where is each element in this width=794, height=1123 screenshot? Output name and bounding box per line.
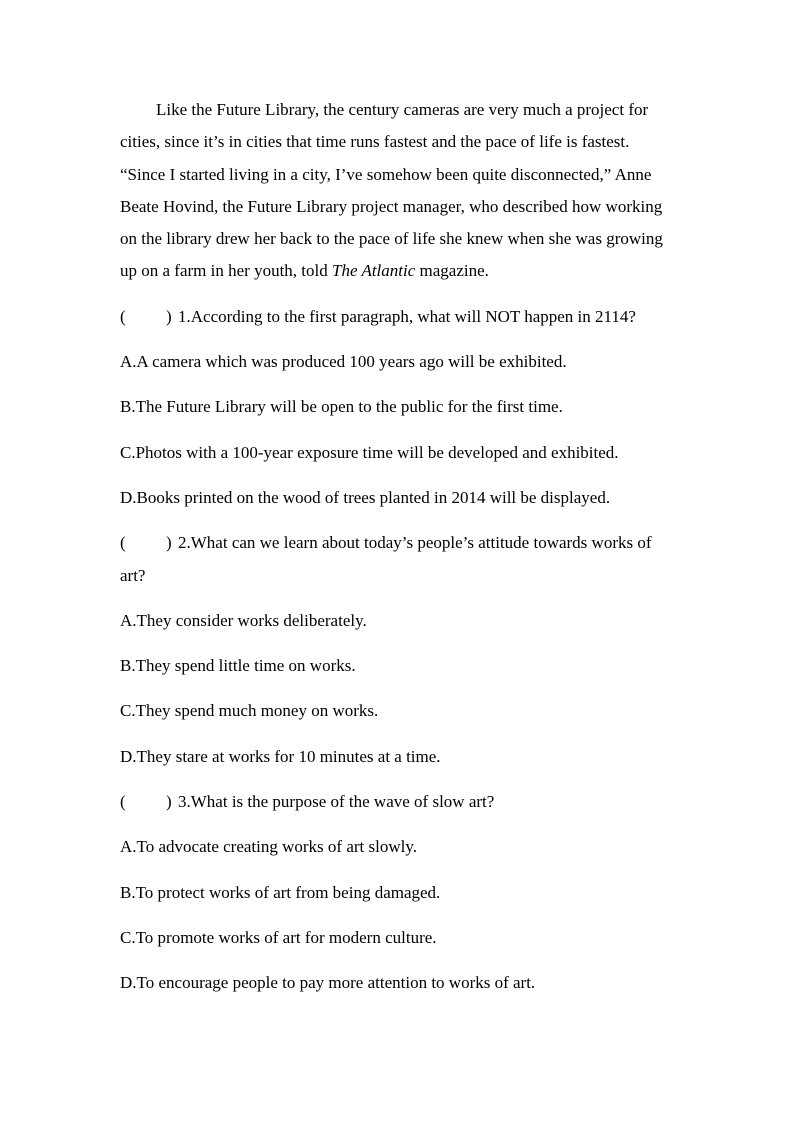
option-a: A.A camera which was produced 100 years ago will be exhibited. [120, 352, 567, 372]
answer-blank[interactable]: ( ) [120, 306, 172, 326]
magazine-title: The Atlantic [332, 261, 416, 281]
option-b: B.The Future Library will be open to the public for the first time. [120, 397, 563, 417]
option-d: D.To encourage people to pay more attention to works of art. [120, 973, 536, 993]
question-3 [120, 786, 676, 999]
option-c: C.Photos with a 100-year exposure time will be developed and exhibited. [120, 442, 619, 462]
passage-text: Like the Future Library, the century cameras are very much a project for cities, since it’s in cities that time runs fastest and the pace of life is fastest. “Since I started living in a city, I’ve somehow been quite disconnected,” Anne Beate Hovind, the Future Library project manager, who described how working on the library drew her back to the pace of life she knew when she was growing up on a farm in her youth, told [120, 100, 663, 281]
passage-text-end: magazine. [415, 261, 489, 281]
option-b: B.To protect works of art from being damaged. [120, 882, 441, 902]
passage-paragraph [120, 94, 676, 288]
question-1 [120, 301, 676, 514]
option-c: C.They spend much money on works. [120, 701, 379, 721]
question-stem: ( ) 2.What can we learn about today’s people’s attitude towards works of art? [120, 527, 676, 592]
option-a: A.They consider works deliberately. [120, 610, 367, 630]
question-stem: ( ) 3.What is the purpose of the wave of slow art? [120, 786, 676, 818]
option-c: C.To promote works of art for modern culture. [120, 927, 437, 947]
document-page [120, 94, 676, 1000]
option-d: D.They stare at works for 10 minutes at a time. [120, 746, 441, 766]
question-2 [120, 527, 676, 773]
option-a: A.To advocate creating works of art slowly. [120, 837, 418, 857]
answer-blank[interactable]: ( ) [120, 533, 172, 553]
option-d: D.Books printed on the wood of trees planted in 2014 will be displayed. [120, 487, 611, 507]
answer-blank[interactable]: ( ) [120, 792, 172, 812]
question-stem: ( ) 1.According to the first paragraph, what will NOT happen in 2114? [120, 301, 676, 333]
option-b: B.They spend little time on works. [120, 656, 356, 676]
